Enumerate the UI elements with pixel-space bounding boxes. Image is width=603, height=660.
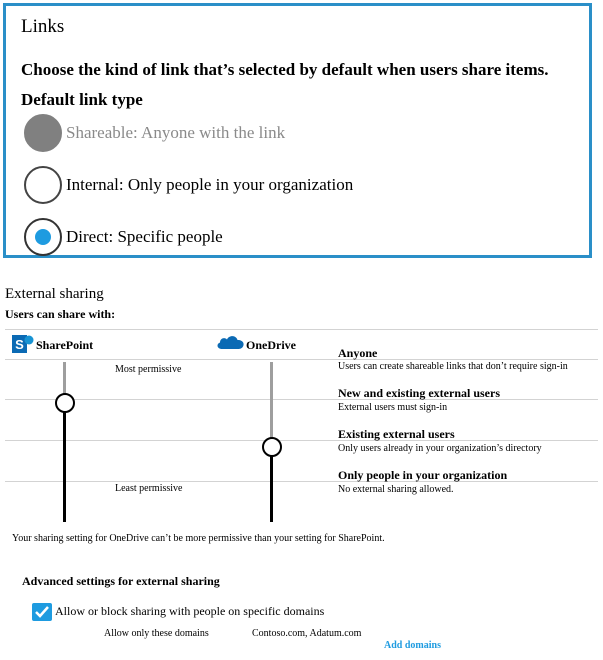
radio-option-shareable (24, 113, 424, 153)
radio-label-shareable: Shareable: Anyone with the link (66, 123, 286, 142)
radio-option-direct[interactable] (24, 217, 424, 257)
advanced-settings-title: Advanced settings for external sharing (22, 574, 220, 588)
divider (5, 440, 598, 441)
radio-option-internal[interactable] (24, 165, 424, 205)
level-new-existing-title: New and existing external users (338, 386, 500, 400)
level-anyone-desc: Users can create shareable links that don’t require sign-in (338, 361, 568, 372)
add-domains-link[interactable]: Add domains (384, 640, 441, 651)
level-only-org-title: Only people in your organization (338, 468, 508, 482)
onedrive-slider-thumb[interactable] (262, 437, 282, 457)
radio-label-internal: Internal: Only people in your organization (66, 175, 354, 194)
divider (5, 481, 598, 482)
allow-only-label: Allow only these domains (104, 628, 209, 639)
external-sharing-title: External sharing (5, 286, 104, 302)
checkmark-icon (34, 604, 50, 620)
sharepoint-slider-track-lower (63, 412, 66, 522)
divider (5, 359, 598, 360)
sharepoint-slider-track-upper (63, 362, 66, 394)
radio-shareable (24, 114, 62, 152)
divider (5, 329, 598, 330)
divider (5, 399, 598, 400)
sharepoint-label: SharePoint (36, 338, 94, 352)
level-existing-title: Existing external users (338, 427, 455, 441)
links-panel (3, 3, 592, 258)
sharepoint-logo-icon (12, 335, 34, 353)
onedrive-cloud-icon (216, 334, 246, 350)
level-existing-desc: Only users already in your organization’s directory (338, 443, 542, 454)
onedrive-slider-track-upper (270, 362, 273, 438)
level-anyone-title: Anyone (338, 346, 378, 360)
sharing-note: Your sharing setting for OneDrive can’t be more permissive than your setting for SharePoint. (12, 533, 385, 544)
least-permissive-label: Least permissive (115, 483, 183, 494)
domains-checkbox-label[interactable]: Allow or block sharing with people on specific domains (55, 604, 325, 618)
users-can-share-with: Users can share with: (5, 307, 116, 321)
links-title: Links (21, 16, 65, 37)
default-link-type-heading: Default link type (21, 90, 143, 109)
onedrive-label: OneDrive (246, 338, 296, 352)
radio-direct[interactable] (24, 218, 62, 256)
level-only-org-desc: No external sharing allowed. (338, 484, 454, 495)
domains-checkbox[interactable] (32, 603, 52, 621)
sharepoint-slider-thumb[interactable] (55, 393, 75, 413)
domains-list: Contoso.com, Adatum.com (252, 628, 362, 639)
svg-text:S: S (15, 337, 24, 352)
onedrive-slider-track-lower (270, 456, 273, 522)
radio-internal[interactable] (24, 166, 62, 204)
most-permissive-label: Most permissive (115, 364, 182, 375)
links-description: Choose the kind of link that’s selected by default when users share items. (21, 60, 549, 79)
radio-label-direct: Direct: Specific people (66, 227, 223, 246)
level-new-existing-desc: External users must sign-in (338, 402, 448, 413)
